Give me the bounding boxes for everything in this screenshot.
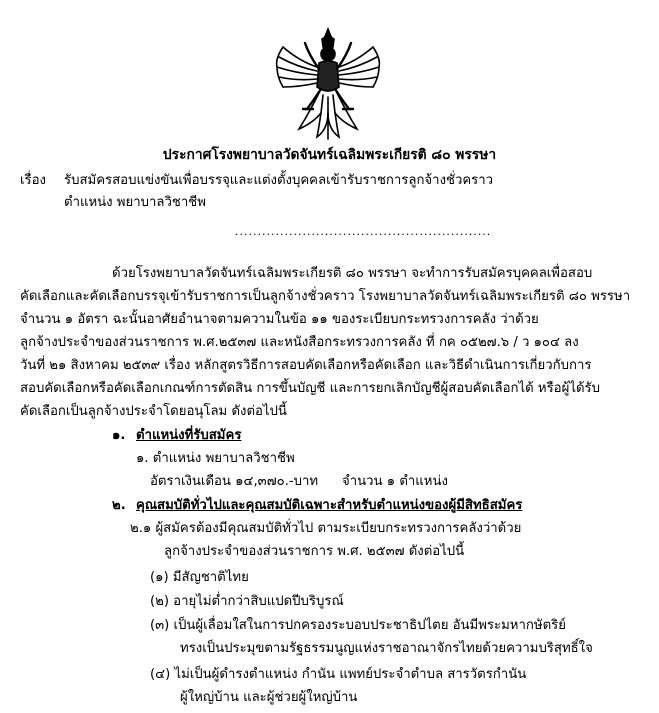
page-title: ประกาศโรงพยาบาลวัดจันทร์เฉลิมพระเกียรติ ๘๐ พรรษา	[162, 147, 497, 163]
intro-line: ลูกจ้างประจำของส่วนราชการ พ.ศ.๒๕๓๗ และหนังสือกระทรวงการคลัง ที่ กค ๐๕๒๗.๖ / ว ๑๐๔ ลง	[20, 335, 579, 350]
subject-line-1: รับสมัครสอบแข่งขันเพื่อบรรจุและแต่งตั้งบุคคลเข้ารับราชการลูกจ้างชั่วคราว	[64, 173, 494, 188]
intro-line: คัดเลือกเป็นลูกจ้างประจำโดยอนุโลม ดังต่อไปนี้	[20, 404, 287, 419]
intro-line: วันที่ ๒๑ สิงหาคม ๒๕๓๙ เรื่อง หลักสูตรวิธีการสอบคัดเลือกหรือคัดเลือก และวิธีดำเนินการเกี่ยวกับการ	[20, 358, 592, 373]
garuda-emblem-icon	[269, 25, 387, 143]
section-1-heading: ตำแหน่งที่รับสมัคร	[136, 428, 242, 443]
section-1-number: ๑.	[112, 428, 126, 443]
intro-line: จำนวน ๑ อัตรา ฉะนั้นอาศัยอำนาจตามความในข้อ ๑๑ ของระเบียบกระทรวงการคลัง ว่าด้วย	[20, 312, 539, 327]
subject-label: เรื่อง	[20, 173, 46, 188]
qualification-intro-2: ลูกจ้างประจำของส่วนราชการ พ.ศ. ๒๕๓๗ ดังต่อไปนี้	[164, 544, 465, 559]
intro-line: ด้วยโรงพยาบาลวัดจันทร์เฉลิมพระเกียรติ ๘๐ พรรษา จะทำการรับสมัครบุคคลเพื่อสอบ	[112, 266, 593, 281]
qualification-item-continued: ทรงเป็นประมุขตามรัฐธรรมนูญแห่งราชอาณาจักรไทยด้วยความบริสุทธิ์ใจ	[180, 641, 593, 656]
separator: .........................................................	[235, 225, 492, 238]
qualification-item: (๑) มีสัญชาติไทย	[150, 570, 249, 585]
intro-line: สอบคัดเลือกหรือคัดเลือกเกณฑ์การตัดสิน การขึ้นบัญชี และการยกเลิกบัญชีผู้สอบคัดเลือกได้ หรือผู้ได้รับ	[20, 381, 600, 396]
qualification-item: (๔) ไม่เป็นผู้ดำรงตำแหน่ง กำนัน แพทย์ประจำตำบล สารวัตรกำนัน	[150, 667, 527, 682]
quota-text: จำนวน ๑ ตำแหน่ง	[342, 474, 448, 489]
section-2-heading: คุณสมบัติทั่วไปและคุณสมบัติเฉพาะสำหรับตำแหน่งของผู้มีสิทธิสมัคร	[136, 498, 523, 513]
section-2-number: ๒.	[112, 498, 126, 513]
subject-line-2: ตำแหน่ง พยาบาลวิชาชีพ	[64, 195, 206, 210]
qualification-item: (๒) อายุไม่ต่ำกว่าสิบแปดปีบริบูรณ์	[150, 594, 344, 609]
qualification-item: (๓) เป็นผู้เลื่อมใสในการปกครองระบอบประชาธิปไตย อันมีพระมหากษัตริย์	[150, 618, 566, 633]
intro-line: คัดเลือกและคัดเลือกบรรจุเข้ารับราชการเป็นลูกจ้างชั่วคราว โรงพยาบาลวัดจันทร์เฉลิมพระเกียรติ ๘๐ พรรษา	[20, 289, 631, 304]
salary-text: อัตราเงินเดือน ๑๔,๓๗๐.-บาท	[150, 474, 319, 489]
qualification-intro: ๒.๑ ผู้สมัครต้องมีคุณสมบัติทั่วไป ตามระเบียบกระทรวงการคลังว่าด้วย	[130, 521, 522, 536]
qualification-item-continued: ผู้ใหญ่บ้าน และผู้ช่วยผู้ใหญ่บ้าน	[180, 690, 358, 705]
position-item: ๑. ตำแหน่ง พยาบาลวิชาชีพ	[136, 451, 295, 466]
